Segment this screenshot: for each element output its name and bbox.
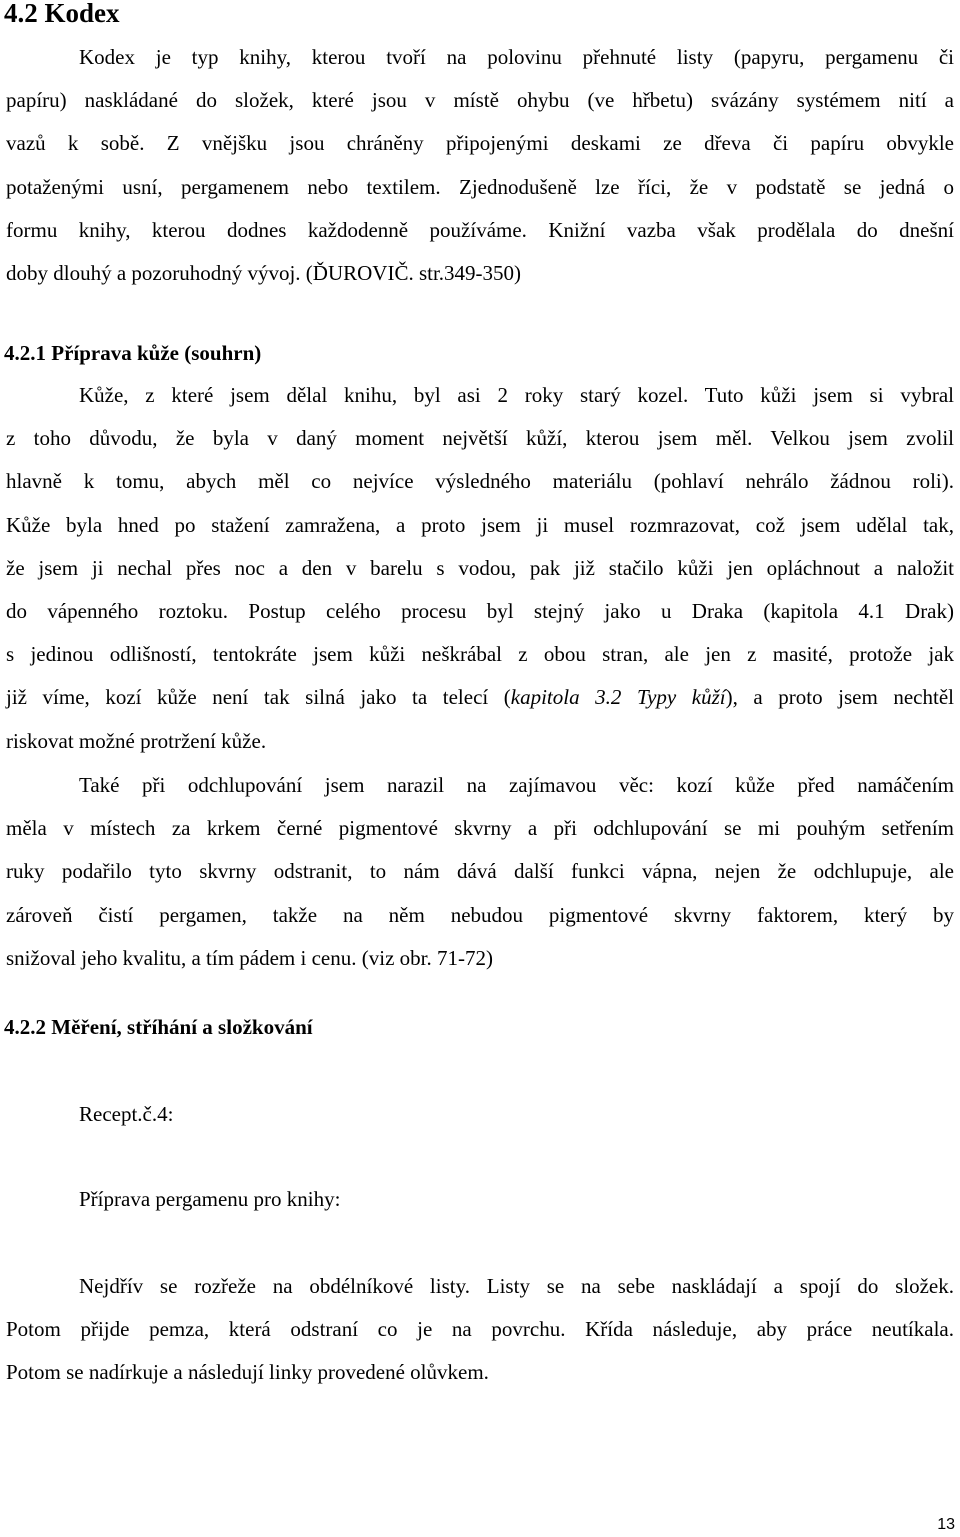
text-segment: již víme, kozí kůže není tak silná jako ta telecí ( bbox=[6, 685, 511, 710]
paragraph-recipe bbox=[6, 1265, 954, 1395]
subsection-heading-measuring: 4.2.2 Měření, stříhání a složkování bbox=[4, 1015, 313, 1039]
text-line: vazů k sobě. Z vnějšku jsou chráněny připojenými deskami ze dřeva či papíru obvykle bbox=[6, 131, 954, 156]
text-line: Potom se nadírkuje a následují linky provedené olůvkem. bbox=[6, 1360, 489, 1385]
paragraph-skin-preparation bbox=[6, 374, 954, 763]
text-line: papíru) naskládané do složek, které jsou v místě ohybu (ve hřbetu) svázány systémem nití a bbox=[6, 88, 954, 113]
text-line: ruky podařilo tyto skvrny odstranit, to nám dává další funkci vápna, nejen že odchlupuje, ale bbox=[6, 859, 954, 884]
text-line: do vápenného roztoku. Postup celého procesu byl stejný jako u Draka (kapitola 4.1 Drak) bbox=[6, 598, 954, 623]
text-line bbox=[6, 676, 954, 719]
paragraph-kodex-intro bbox=[6, 36, 954, 295]
text-line: formu knihy, kterou dodnes každodenně používáme. Knižní vazba však prodělala do dnešní bbox=[6, 217, 954, 242]
text-line: potaženými usní, pergamenem nebo textilem. Zjednodušeně lze říci, že v podstatě se jedná o bbox=[6, 174, 954, 199]
text-line: zároveň čistí pergamen, takže na něm nebudou pigmentové skvrny faktorem, který by bbox=[6, 902, 954, 927]
subsection-heading-skin-preparation: 4.2.1 Příprava kůže (souhrn) bbox=[4, 341, 262, 365]
text-line: z toho důvodu, že byla v daný moment největší kůží, kterou jsem měl. Velkou jsem zvolil bbox=[6, 426, 954, 451]
text-line: Kůže byla hned po stažení zamražena, a proto jsem ji musel rozmrazovat, což jsem udělal tak, bbox=[6, 512, 954, 537]
text-line: měla v místech za krkem černé pigmentové skvrny a při odchlupování se mi pouhým setřením bbox=[6, 816, 954, 841]
recipe-label: Recept.č.4: bbox=[79, 1102, 174, 1126]
chapter-reference: kapitola 3.2 Typy kůží bbox=[510, 685, 726, 710]
text-line: riskovat možné protržení kůže. bbox=[6, 728, 267, 753]
text-line: Kodex je typ knihy, kterou tvoří na polovinu přehnuté listy (papyru, pergamenu či bbox=[79, 45, 954, 69]
text-line: hlavně k tomu, abych měl co nejvíce výsledného materiálu (pohlaví nehrálo žádnou roli). bbox=[6, 469, 954, 494]
text-line: Kůže, z které jsem dělal knihu, byl asi 2 roky starý kozel. Tuto kůži jsem si vybral bbox=[79, 383, 954, 407]
text-line: Také při odchlupování jsem narazil na zajímavou věc: kozí kůže před namáčením bbox=[79, 773, 954, 797]
text-line: snižoval jeho kvalitu, a tím pádem i cenu. (viz obr. 71-72) bbox=[6, 945, 493, 970]
text-line: Nejdřív se rozřeže na obdélníkové listy. Listy se na sebe naskládají a spojí do složek. bbox=[79, 1274, 954, 1298]
text-line: s jedinou odlišností, tentokráte jsem kůži neškrábal z obou stran, ale jen z masité, protože jak bbox=[6, 642, 954, 667]
text-line: Potom přijde pemza, která odstraní co je na povrchu. Křída následuje, aby práce neutíkala. bbox=[6, 1317, 954, 1342]
text-line: že jsem ji nechal přes noc a den v barelu s vodou, pak již stačilo kůži jen opláchnout a naložit bbox=[6, 555, 954, 580]
page-number: 13 bbox=[937, 1516, 955, 1533]
text-segment: ), a proto jsem nechtěl bbox=[725, 685, 954, 710]
paragraph-pigment-spots bbox=[6, 764, 954, 980]
text-line: doby dlouhý a pozoruhodný vývoj. (ĎUROVIČ. str.349-350) bbox=[6, 260, 522, 285]
section-heading-kodex: 4.2 Kodex bbox=[4, 0, 120, 28]
recipe-title: Příprava pergamenu pro knihy: bbox=[79, 1187, 341, 1211]
